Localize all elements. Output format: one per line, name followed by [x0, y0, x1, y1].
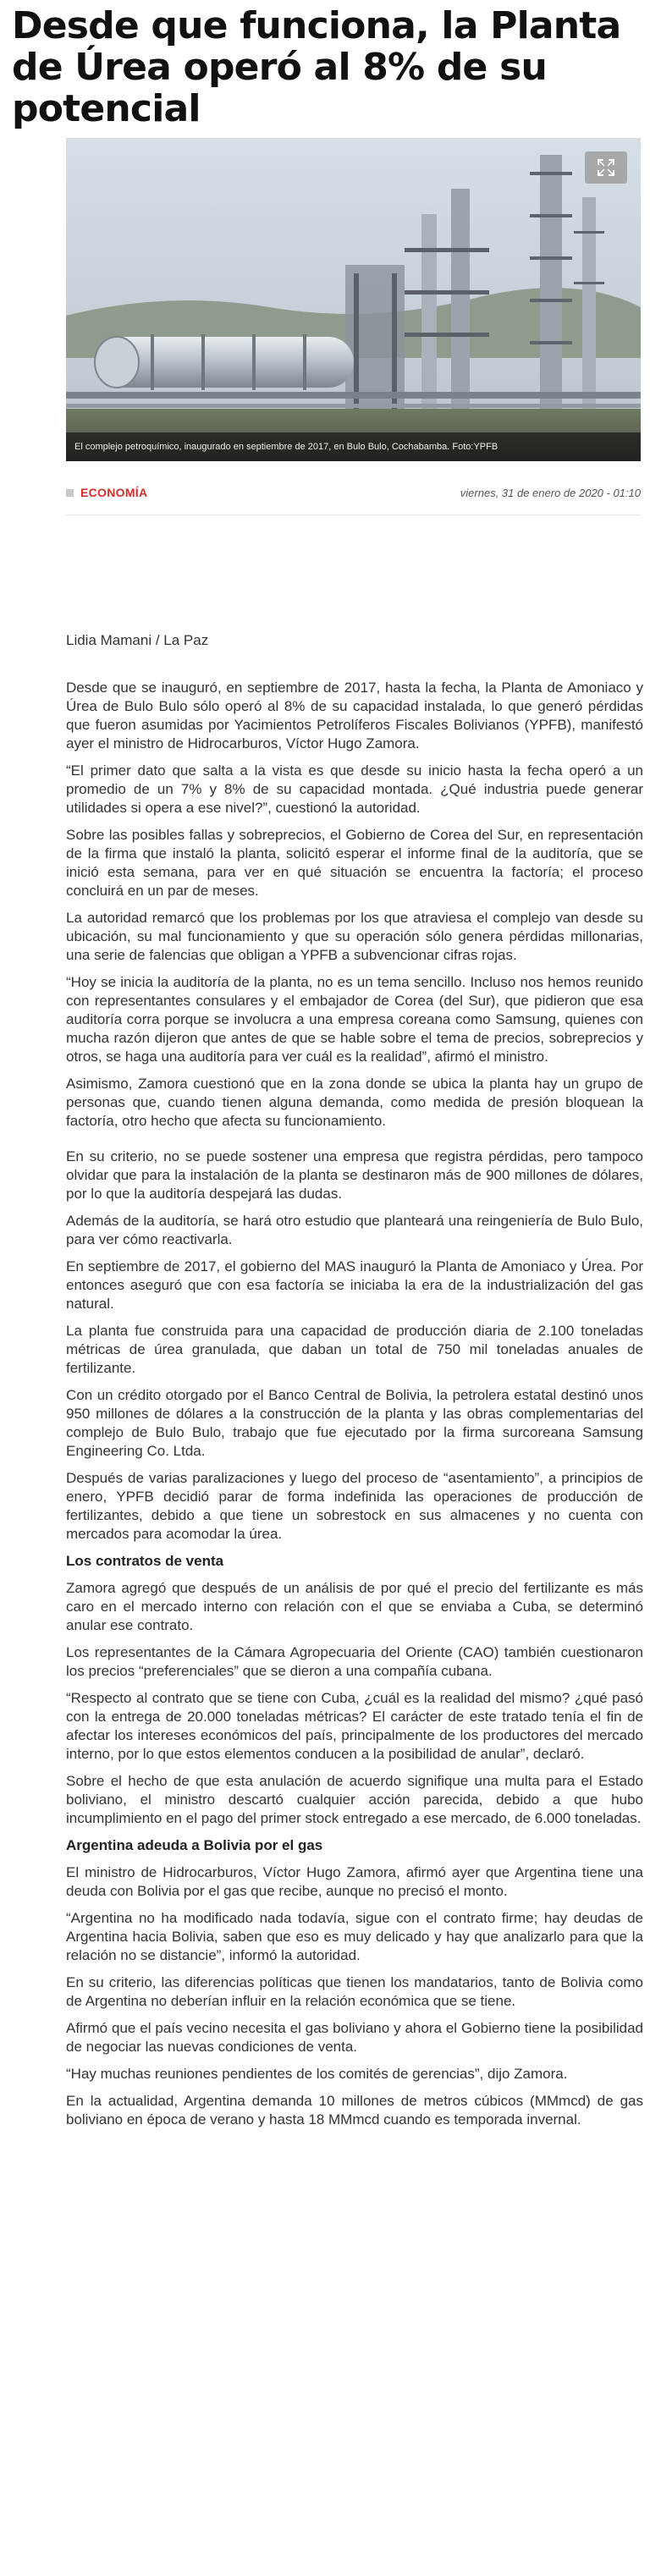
- paragraph: El ministro de Hidrocarburos, Víctor Hugo Zamora, afirmó ayer que Argentina tiene una deuda con Bolivia por el gas que recibe, aunque no precisó el monto.: [66, 1864, 643, 1899]
- article-image[interactable]: [66, 138, 641, 461]
- paragraph: Los representantes de la Cámara Agropecuaria del Oriente (CAO) también cuestionaron los precios “preferenciales” que se dieron a una compañía cubana.: [66, 1644, 643, 1679]
- paragraph: Zamora agregó que después de un análisis de por qué el precio del fertilizante es más caro en el mercado interno con relación con el que se enviaba a Cuba, se determinó anular ese contrato.: [66, 1580, 643, 1633]
- article-title: Desde que funciona, la Planta de Úrea operó al 8% de su potencial: [12, 4, 621, 130]
- article-meta: [66, 481, 641, 515]
- paragraph: La autoridad remarcó que los problemas por los que atraviesa el complejo van desde su ubicación, su mal funcionamiento y que su operación sólo genera pérdidas millonarias, una serie de falencias que obligan a YPFB a subvencionar cifras rojas.: [66, 910, 643, 963]
- refinery-photo: [66, 138, 641, 461]
- paragraph: “Hoy se inicia la auditoría de la planta, no es un tema sencillo. Incluso nos hemos reunido con representantes consulares y el embajador de Corea (del Sur), que pidieron que esa auditoría corra porque se involucra a una empresa coreana como Samsung, quienes con mucha razón dijeron que antes de que se hable sobre el tema de precios, sobreprecios y otros, se haga una auditoría para ver cuál es la realidad”, afirmó el ministro.: [66, 974, 643, 1065]
- paragraph: Asimismo, Zamora cuestionó que en la zona donde se ubica la planta hay un grupo de personas que, cuando tienen alguna demanda, como medida de presión bloquean la factoría, otro hecho que afecta su funcionamiento.: [66, 1076, 643, 1129]
- expand-button[interactable]: [585, 151, 627, 184]
- category-link[interactable]: ECONOMÍA: [80, 486, 148, 499]
- paragraph: En la actualidad, Argentina demanda 10 millones de metros cúbicos (MMmcd) de gas boliviano en época de verano y hasta 18 MMmcd cuando es temporada invernal.: [66, 2093, 643, 2127]
- expand-icon: [597, 158, 615, 177]
- paragraph: En su criterio, no se puede sostener una empresa que registra pérdidas, pero tampoco olvidar que para la instalación de la planta se destinaron más de 900 millones de dólares, por lo que la auditoría despejará las dudas.: [66, 1148, 643, 1202]
- image-caption: El complejo petroquímico, inaugurado en septiembre de 2017, en Bulo Bulo, Cochabamba. Foto:YPFB: [74, 442, 499, 452]
- image-caption-bar: [66, 432, 641, 461]
- paragraph: Después de varias paralizaciones y luego del proceso de “asentamiento”, a principios de enero, YPFB decidió parar de forma indefinida las operaciones de producción de fertilizantes, debido a que tiene un sobrestock en sus almacenes y no cuenta con mercados para acomodar la úrea.: [66, 1470, 643, 1542]
- paragraph: Afirmó que el país vecino necesita el gas boliviano y ahora el Gobierno tiene la posibilidad de negociar las nuevas condiciones de venta.: [66, 2020, 643, 2055]
- section-heading: Argentina adeuda a Bolivia por el gas: [66, 1837, 323, 1853]
- article-body: [66, 631, 643, 2129]
- paragraph: En septiembre de 2017, el gobierno del MAS inauguró la Planta de Amoniaco y Úrea. Por entonces aseguró que con esa factoría se iniciaba la era de la industrialización del gas natural.: [66, 1258, 643, 1312]
- paragraph: En su criterio, las diferencias políticas que tienen los mandatarios, tanto de Bolivia como de Argentina no deberían influir en la relación económica que se tiene.: [66, 1974, 643, 2009]
- section-heading: Los contratos de venta: [66, 1553, 224, 1569]
- paragraph: Con un crédito otorgado por el Banco Central de Bolivia, la petrolera estatal destinó unos 950 millones de dólares a la construcción de la planta y las obras complementarias del complejo de Bulo Bulo, trabajo que fue ejecutado por la firma surcoreana Samsung Engineering Co. Ltda.: [66, 1387, 643, 1459]
- paragraph: Sobre las posibles fallas y sobreprecios, el Gobierno de Corea del Sur, en representación de la firma que instaló la planta, solicitó esperar el informe final de la auditoría, que se inició esta semana, para ver en qué situación se encuentra la factoría; el proceso concluirá en un par de meses.: [66, 827, 643, 899]
- publish-date: viernes, 31 de enero de 2020 - 01:10: [460, 487, 641, 499]
- paragraph: Además de la auditoría, se hará otro estudio que planteará una reingeniería de Bulo Bulo, para ver cómo reactivarla.: [66, 1213, 643, 1247]
- paragraph: La planta fue construida para una capacidad de producción diaria de 2.100 toneladas métricas de úrea granulada, que daban un total de 750 mil toneladas anuales de fertilizante.: [66, 1323, 643, 1376]
- paragraph: “Hay muchas reuniones pendientes de los comités de gerencias”, dijo Zamora.: [66, 2066, 568, 2082]
- paragraph: “Respecto al contrato que se tiene con Cuba, ¿cuál es la realidad del mismo? ¿qué pasó con la entrega de 20.000 toneladas métricas? El carácter de este tratado tenía el fin de afectar los intereses económicos del país, principalmente de los productores del mercado interno, por lo que estos elementos conducen a la posibilidad de anular”, declaró.: [66, 1690, 643, 1762]
- paragraph: Desde que se inauguró, en septiembre de 2017, hasta la fecha, la Planta de Amoniaco y Úrea de Bulo Bulo sólo operó al 8% de su capacidad instalada, lo que generó pérdidas que fueron asumidas por Yacimientos Petrolíferos Fiscales Bolivianos (YPFB), manifestó ayer el ministro de Hidrocarburos, Víctor Hugo Zamora.: [66, 680, 643, 751]
- paragraph: Sobre el hecho de que esta anulación de acuerdo signifique una multa para el Estado boliviano, el ministro descartó cualquier acción parecida, debido a que hubo incumplimiento en el pago del primer stock entregado a ese mercado, de 6.000 toneladas.: [66, 1773, 643, 1826]
- category-marker-icon: [66, 489, 74, 497]
- author-byline: Lidia Mamani / La Paz: [66, 632, 209, 648]
- paragraph: “El primer dato que salta a la vista es que desde su inicio hasta la fecha operó a un promedio de un 7% y 8% de su capacidad montada. ¿Qué industria puede generar utilidades si opera a ese nivel?”, cuestionó la autoridad.: [66, 762, 643, 816]
- paragraph: “Argentina no ha modificado nada todavía, sigue con el contrato firme; hay deudas de Argentina hacia Bolivia, saben que eso es muy delicado y hay que analizarlo para que la relación no se distancie”, informó la autoridad.: [66, 1910, 643, 1963]
